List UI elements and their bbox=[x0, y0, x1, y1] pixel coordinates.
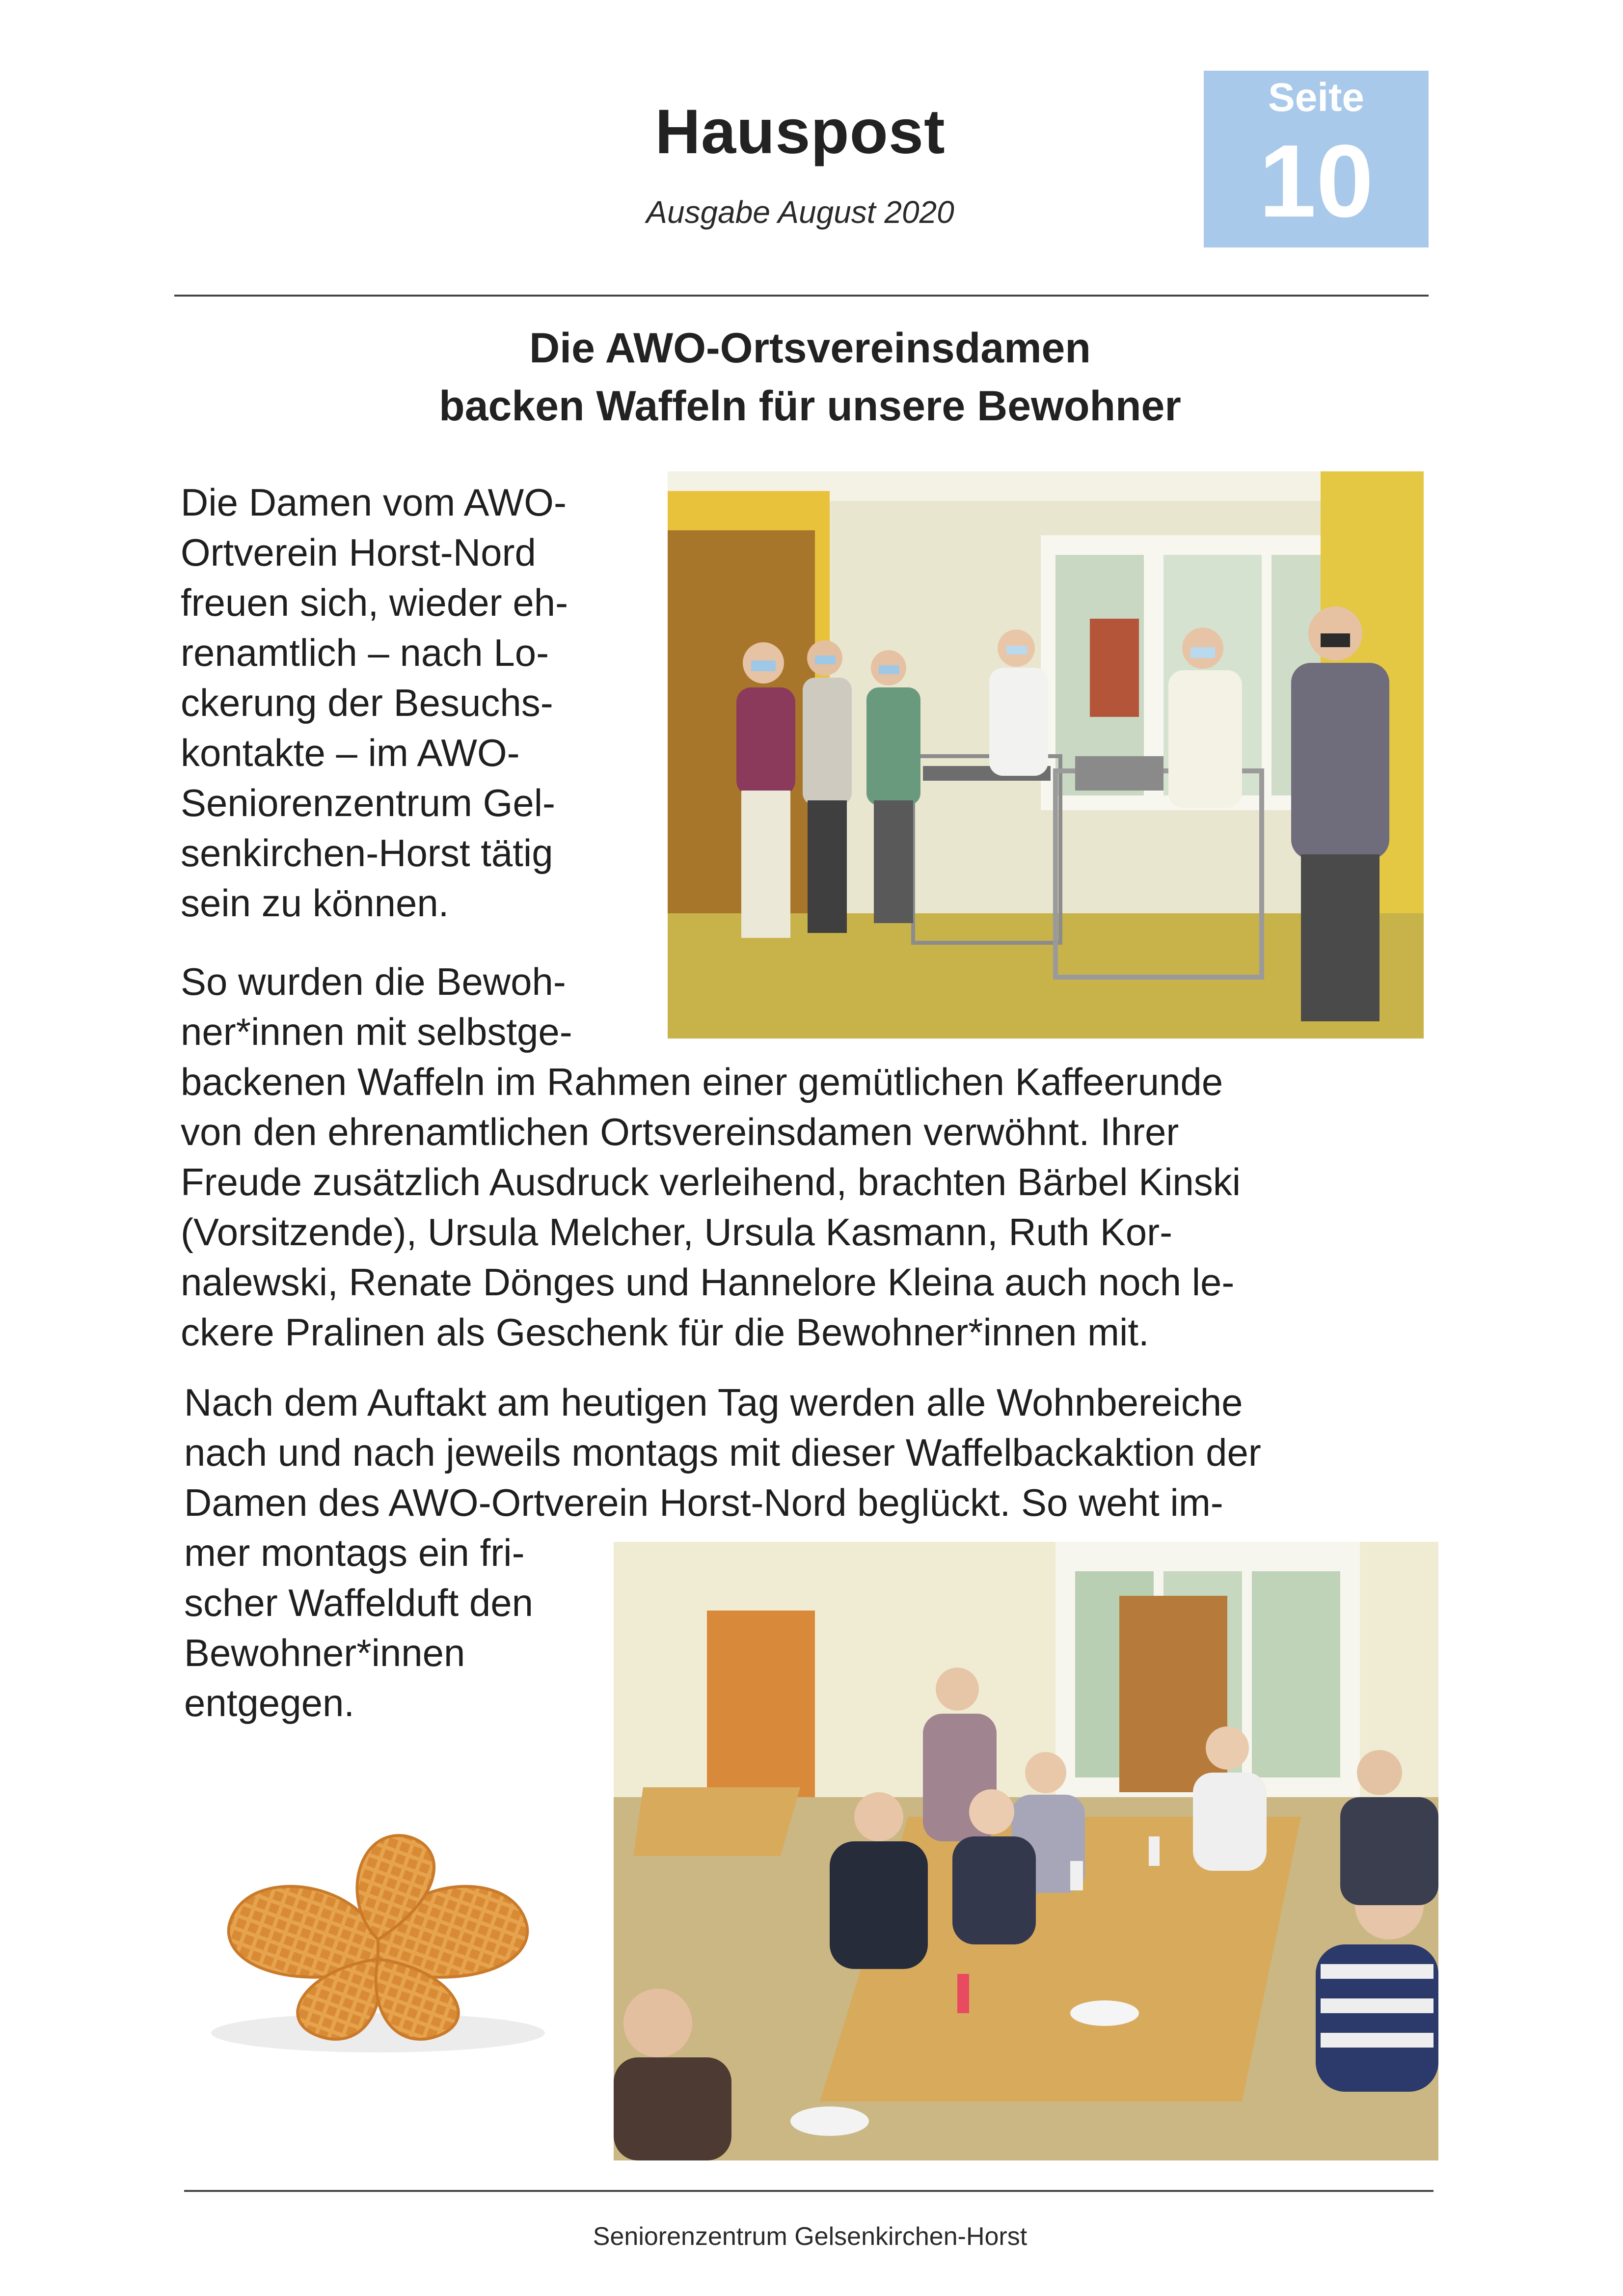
text-line: renamtlich – nach Lo- bbox=[181, 631, 549, 674]
text-line: senkirchen-Horst tätig bbox=[181, 831, 553, 875]
text-line: entgegen. bbox=[184, 1681, 355, 1724]
text-line: scher Waffelduft den bbox=[184, 1581, 534, 1624]
text-line: kontakte – im AWO- bbox=[181, 731, 520, 774]
heart-waffle-image bbox=[182, 1817, 574, 2062]
headline-line-2: backen Waffeln für unsere Bewohner bbox=[439, 383, 1181, 430]
text-line: mer montags ein fri- bbox=[184, 1531, 525, 1574]
text-line: (Vorsitzende), Ursula Melcher, Ursula Kasmann, Ruth Kor- bbox=[181, 1210, 1173, 1254]
text-line: nach und nach jeweils montags mit dieser Waffelbackaktion der bbox=[184, 1431, 1261, 1474]
headline-line-1: Die AWO-Ortsvereinsdamen bbox=[529, 325, 1091, 372]
footer-text: Seniorenzentrum Gelsenkirchen-Horst bbox=[593, 2222, 1028, 2251]
text-line: So wurden die Bewoh- bbox=[181, 960, 566, 1003]
paragraph-1 bbox=[181, 477, 652, 928]
page-number-badge bbox=[1204, 71, 1429, 247]
article-headline bbox=[245, 319, 1375, 435]
text-line: nalewski, Renate Dönges und Hannelore Kleina auch noch le- bbox=[181, 1260, 1235, 1304]
text-line: Nach dem Auftakt am heutigen Tag werden alle Wohnbereiche bbox=[184, 1381, 1243, 1424]
page-number: 10 bbox=[1259, 123, 1374, 239]
newsletter-title: Hauspost bbox=[655, 97, 946, 167]
text-line: Die Damen vom AWO- bbox=[181, 481, 567, 524]
footer-divider bbox=[184, 2190, 1434, 2192]
text-line: sein zu können. bbox=[181, 881, 449, 925]
text-line: Seniorenzentrum Gel- bbox=[181, 781, 556, 824]
text-line: ner*innen mit selbstge- bbox=[181, 1010, 572, 1053]
text-line: ckerung der Besuchs- bbox=[181, 681, 553, 724]
issue-date: Ausgabe August 2020 bbox=[646, 194, 954, 230]
text-line: freuen sich, wieder eh- bbox=[181, 581, 568, 624]
page-label: Seite bbox=[1268, 75, 1364, 120]
text-line: Freude zusätzlich Ausdruck verleihend, brachten Bärbel Kinski bbox=[181, 1160, 1241, 1203]
header-divider bbox=[174, 295, 1429, 297]
text-line: von den ehrenamtlichen Ortsvereinsdamen verwöhnt. Ihrer bbox=[181, 1110, 1179, 1153]
text-line: backenen Waffeln im Rahmen einer gemütlichen Kaffeerunde bbox=[181, 1060, 1223, 1103]
text-line: Bewohner*innen bbox=[184, 1631, 465, 1674]
residents-dining-photo bbox=[614, 1542, 1438, 2160]
volunteers-kitchen-photo bbox=[668, 471, 1424, 1039]
text-line: ckere Pralinen als Geschenk für die Bewohner*innen mit. bbox=[181, 1311, 1149, 1354]
text-line: Ortverein Horst-Nord bbox=[181, 531, 536, 574]
text-line: Damen des AWO-Ortverein Horst-Nord beglückt. So weht im- bbox=[184, 1481, 1223, 1524]
